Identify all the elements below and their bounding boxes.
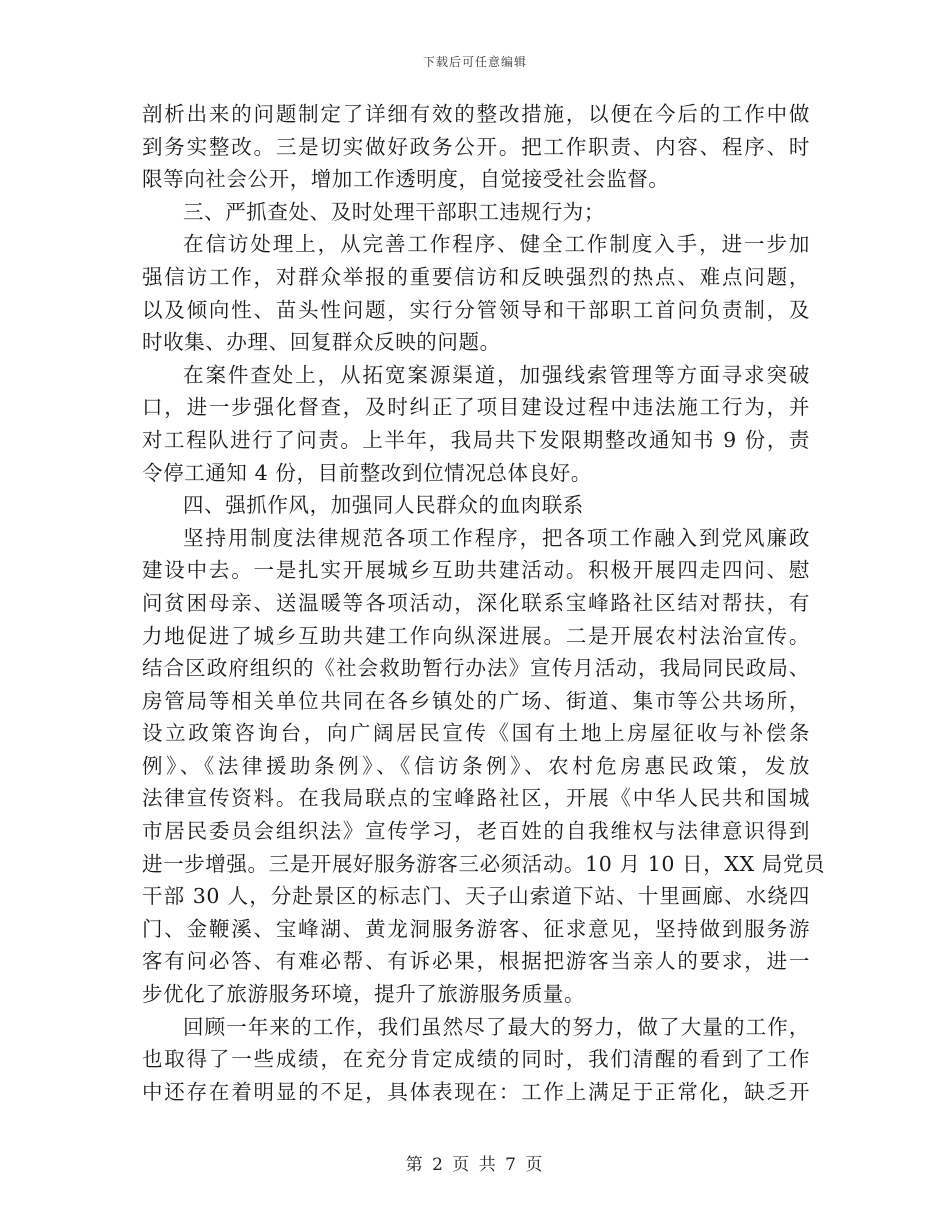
- page-number: 第 2 页 共 7 页: [405, 1155, 545, 1175]
- text-line: 时收集、办理、回复群众反映的问题。: [142, 330, 501, 355]
- text-line: 也取得了一些成绩，在充分肯定成绩的同时，我们清醒的看到了工作: [142, 1047, 810, 1072]
- text-line: 中还存在着明显的不足，具体表现在：工作上满足于正常化，缺乏开: [142, 1079, 810, 1104]
- document-body: [142, 98, 826, 1108]
- text-line: 强信访工作，对群众举报的重要信访和反映强烈的热点、难点问题，: [142, 264, 810, 289]
- text-line: 法律宣传资料。在我局联点的宝峰路社区，开展《中华人民共和国城: [142, 786, 810, 811]
- text-line: 结合区政府组织的《社会救助暂行办法》宣传月活动，我局同民政局、: [142, 656, 810, 681]
- text-line: 坚持用制度法律规范各项工作程序，把各项工作融入到党风廉政: [183, 525, 810, 550]
- text-line: 门、金鞭溪、宝峰湖、黄龙洞服务游客、征求意见，坚持做到服务游: [142, 916, 810, 941]
- text-line: 客有问必答、有难必帮、有诉必果，根据把游客当亲人的要求，进一: [142, 949, 810, 974]
- text-line: 设立政策咨询台，向广阔居民宣传《国有土地上房屋征收与补偿条: [142, 721, 810, 746]
- text-line: 建设中去。一是扎实开展城乡互助共建活动。积极开展四走四问、慰: [142, 558, 810, 583]
- text-line: 市居民委员会组织法》宣传学习，老百姓的自我维权与法律意识得到: [142, 819, 810, 844]
- text-line: 四、强抓作风，加强同人民群众的血肉联系: [183, 493, 584, 518]
- text-line: 口，进一步强化督查，及时纠正了项目建设过程中违法施工行为，并: [142, 395, 810, 420]
- text-line: 例》、《法律援助条例》、《信访条例》、农村危房惠民政策，发放: [142, 753, 810, 778]
- text-line: 步优化了旅游服务环境，提升了旅游服务质量。: [142, 982, 586, 1007]
- header-note: 下载后可任意编辑: [422, 55, 527, 69]
- text-line: 对工程队进行了问责。上半年，我局共下发限期整改通知书 9 份，责: [142, 427, 810, 452]
- text-line: 到务实整改。三是切实做好政务公开。把工作职责、内容、程序、时: [142, 134, 810, 159]
- text-line: 力地促进了城乡互助共建工作向纵深进展。二是开展农村法治宣传。: [142, 623, 810, 648]
- text-line: 剖析出来的问题制定了详细有效的整改措施，以便在今后的工作中做: [142, 102, 810, 126]
- text-line: 房管局等相关单位共同在各乡镇处的广场、街道、集市等公共场所，: [142, 688, 810, 713]
- text-line: 在信访处理上，从完善工作程序、健全工作制度入手，进一步加: [183, 232, 810, 257]
- text-line: 在案件查处上，从拓宽案源渠道，加强线索管理等方面寻求突破: [183, 362, 810, 387]
- text-line: 问贫困母亲、送温暖等各项活动，深化联系宝峰路社区结对帮扶，有: [142, 590, 810, 615]
- text-line: 干部 30 人，分赴景区的标志门、天子山索道下站、十里画廊、水绕四: [142, 884, 810, 909]
- text-line: 令停工通知 4 份，目前整改到位情况总体良好。: [142, 460, 592, 485]
- text-line: 三、严抓查处、及时处理干部职工违规行为；: [183, 199, 605, 224]
- text-line: 回顾一年来的工作，我们虽然尽了最大的努力，做了大量的工作，: [183, 1014, 810, 1039]
- text-line: 进一步增强。三是开展好服务游客三必须活动。10 月 10 日，XX 局党员: [142, 851, 826, 876]
- text-line: 限等向社会公开，增加工作透明度，自觉接受社会监督。: [142, 167, 670, 192]
- text-line: 以及倾向性、苗头性问题，实行分管领导和干部职工首问负责制，及: [142, 297, 810, 322]
